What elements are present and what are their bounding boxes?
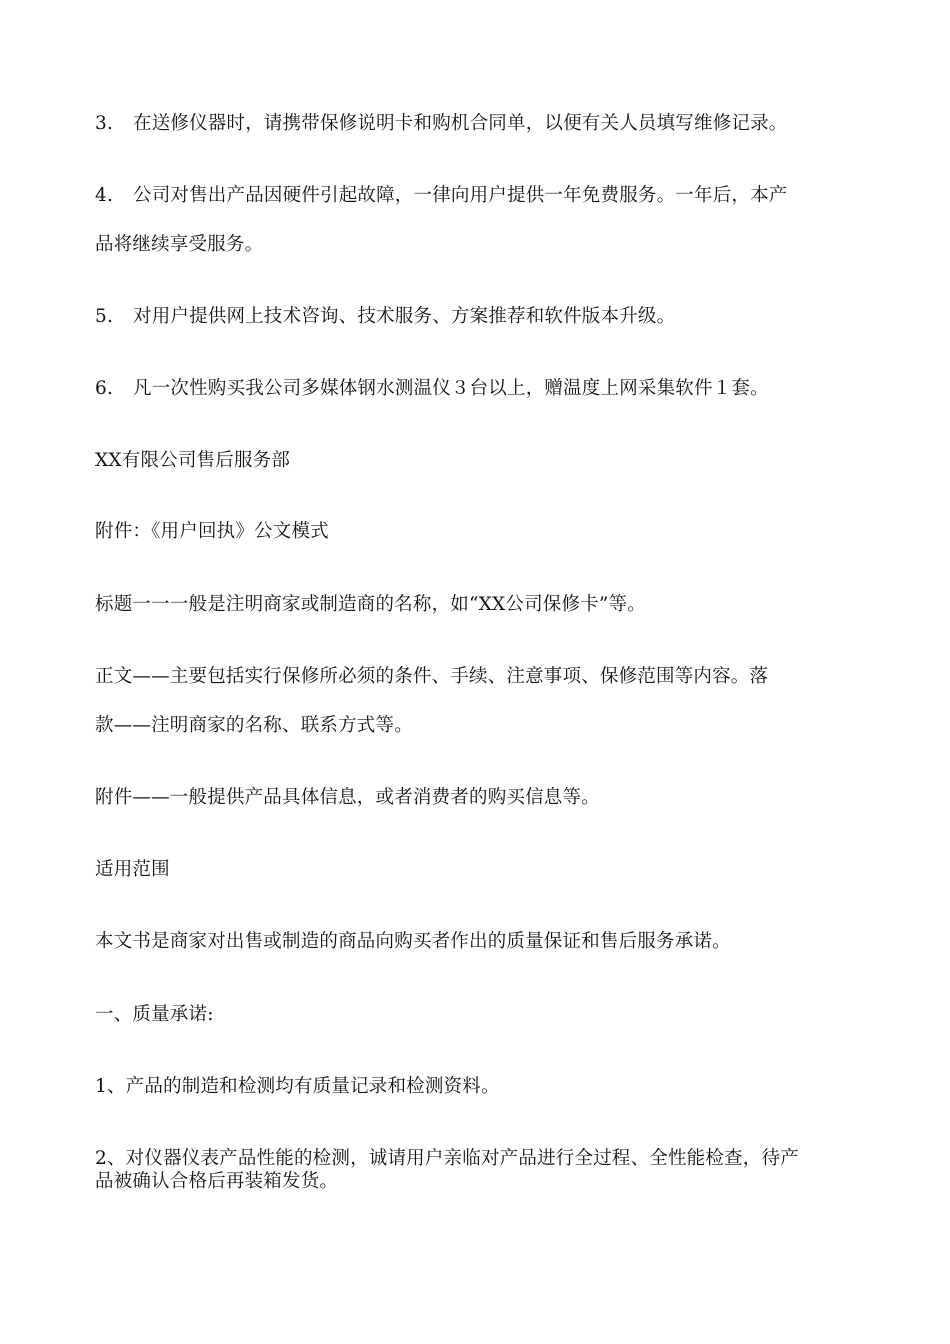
body-note-line-1: 正文——主要包括实行保修所必须的条件、手续、注意事项、保修范围等内容。落 (95, 666, 769, 687)
item-number: 3. (95, 113, 114, 134)
quality-item-1: 1、产品的制造和检测均有质量记录和检测资料。 (95, 1076, 500, 1097)
quality-heading: 一、质量承诺: (95, 1004, 214, 1025)
list-item-4 (95, 184, 788, 208)
body-note-line-2: 款——注明商家的名称、联系方式等。 (95, 715, 413, 736)
signature-line: XX有限公司售后服务部 (95, 450, 291, 471)
quality-item-2-line-2: 品被确认合格后再装箱发货。 (95, 1171, 339, 1192)
title-note: 标题一一一般是注明商家或制造商的名称，如“XX公司保修卡”等。 (95, 594, 646, 615)
list-item-5 (95, 305, 675, 329)
item-text: 凡一次性购买我公司多媒体钢水测温仪３台以上，赠温度上网采集软件１套。 (133, 378, 769, 399)
item-text: 公司对售出产品因硬件引起故障，一律向用户提供一年免费服务。一年后，本产 (133, 185, 788, 206)
scope-text: 本文书是商家对出售或制造的商品向购买者作出的质量保证和售后服务承诺。 (95, 931, 731, 952)
item-text: 在送修仪器时，请携带保修说明卡和购机合同单，以便有关人员填写维修记录。 (133, 113, 788, 134)
attachment-note: 附件——一般提供产品具体信息，或者消费者的购买信息等。 (95, 787, 600, 808)
list-item-4-continuation: 品将继续享受服务。 (95, 234, 264, 255)
scope-heading: 适用范围 (95, 859, 170, 880)
attachment-line: 附件：《用户回执》公文模式 (95, 521, 329, 542)
list-item-6 (95, 377, 769, 401)
item-number: 5. (95, 306, 114, 327)
quality-item-2-line-1: 2、对仪器仪表产品性能的检测，诚请用户亲临对产品进行全过程、全性能检查，待产 (95, 1148, 799, 1169)
item-number: 4. (95, 185, 114, 206)
item-text: 对用户提供网上技术咨询、技术服务、方案推荐和软件版本升级。 (133, 306, 676, 327)
item-number: 6. (95, 378, 114, 399)
list-item-3 (95, 112, 788, 136)
